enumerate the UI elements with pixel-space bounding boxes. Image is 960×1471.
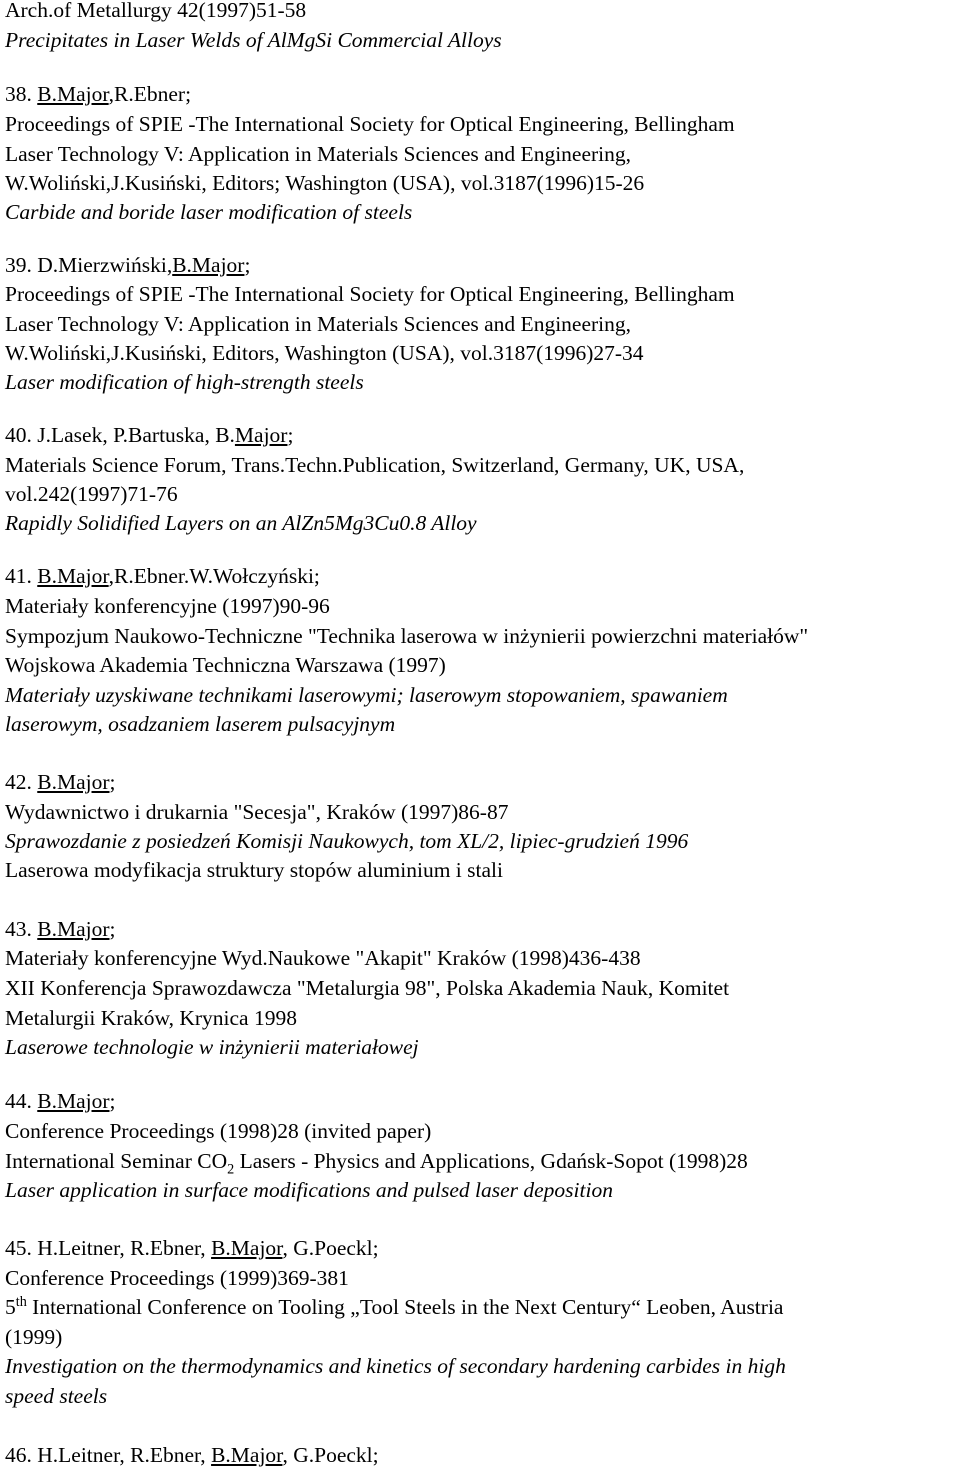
- author-highlight: B.Major: [172, 253, 245, 277]
- entry-41-title: laserowym, osadzaniem laserem pulsacyjnym: [5, 712, 396, 736]
- entry-42-title: Laserowa modyfikacja struktury stopów aluminium i stali: [5, 858, 503, 882]
- entry-38-source-line: Laser Technology V: Application in Materials Sciences and Engineering,: [5, 142, 632, 166]
- entry-46-authors: 46. H.Leitner, R.Ebner, B.Major, G.Poeckl;: [5, 1443, 379, 1467]
- entry-39-title: Laser modification of high-strength steels: [5, 370, 364, 394]
- entry-45-authors: 45. H.Leitner, R.Ebner, B.Major, G.Poeckl;: [5, 1236, 379, 1260]
- entry-39-source-line: Laser Technology V: Application in Materials Sciences and Engineering,: [5, 312, 632, 336]
- entry-40-authors: 40. J.Lasek, P.Bartuska, B.Major;: [5, 423, 294, 447]
- entry-43-source-line: XII Konferencja Sprawozdawcza "Metalurgia 98", Polska Akademia Nauk, Komitet: [5, 976, 730, 1000]
- entry-44-source-line: International Seminar $CO_2$ Lasers - Physics and Applications, Gdańsk-Sopot (1998)28: [5, 1149, 748, 1178]
- author-highlight: B.Major: [211, 1443, 283, 1467]
- author-highlight: B.Major: [211, 1236, 283, 1260]
- author-highlight: Major: [234, 423, 288, 447]
- entry-41-source-line: Wojskowa Akademia Techniczna Warszawa (1997): [5, 653, 446, 677]
- entry-43-authors: 43. B.Major;: [5, 917, 116, 941]
- entry-42-source-line: Sprawozdanie z posiedzeń Komisji Naukowych, tom XL/2, lipiec-grudzień 1996: [5, 829, 689, 853]
- entry-39-source-line: W.Woliński,J.Kusiński, Editors, Washington (USA), vol.3187(1996)27-34: [5, 341, 644, 365]
- entry-44-source-line: Conference Proceedings (1998)28 (invited paper): [5, 1119, 432, 1143]
- entry-42-source-line: Wydawnictwo i drukarnia "Secesja", Kraków (1997)86-87: [5, 800, 509, 824]
- entry-38-title: Carbide and boride laser modification of steels: [5, 200, 413, 224]
- entry-43-source-line: Metalurgii Kraków, Krynica 1998: [5, 1006, 297, 1030]
- author-highlight: B.Major: [37, 1089, 110, 1113]
- entry-41-title: Materiały uzyskiwane technikami laserowymi; laserowym stopowaniem, spawaniem: [5, 683, 728, 707]
- entry-41-source-line: Sympozjum Naukowo-Techniczne "Technika laserowa w inżynierii powierzchni materiałów": [5, 624, 809, 648]
- entry-45-title: speed steels: [5, 1384, 108, 1408]
- paper-title: Precipitates in Laser Welds of AlMgSi Commercial Alloys: [5, 28, 502, 52]
- author-highlight: B.Major: [37, 770, 110, 794]
- entry-42-authors: 42. B.Major;: [5, 770, 116, 794]
- entry-45-title: Investigation on the thermodynamics and kinetics of secondary hardening carbides in high: [5, 1354, 786, 1378]
- entry-43-title: Laserowe technologie w inżynierii materiałowej: [5, 1035, 419, 1059]
- entry-39-source-line: Proceedings of SPIE -The International Society for Optical Engineering, Bellingham: [5, 282, 735, 306]
- author-highlight: B.Major: [37, 917, 110, 941]
- entry-41-authors: 41. B.Major,R.Ebner.W.Wołczyński;: [5, 564, 320, 588]
- entry-38-source-line: Proceedings of SPIE -The International Society for Optical Engineering, Bellingham: [5, 112, 735, 136]
- journal-reference: Arch.of Metallurgy 42(1997)51-58: [5, 0, 307, 22]
- entry-45-source-line: (1999): [5, 1325, 63, 1349]
- author-highlight: B.Major: [37, 82, 109, 106]
- entry-40-source-line: Materials Science Forum, Trans.Techn.Publication, Switzerland, Germany, UK, USA,: [5, 453, 745, 477]
- entry-45-source-line: 5th International Conference on Tooling „Tool Steels in the Next Century“ Leoben, Austria: [5, 1293, 784, 1319]
- entry-40-title: Rapidly Solidified Layers on an AlZn5Mg3Cu0.8 Alloy: [5, 511, 477, 535]
- entry-38-source-line: W.Woliński,J.Kusiński, Editors; Washington (USA), vol.3187(1996)15-26: [5, 171, 645, 195]
- entry-39-authors: 39. D.Mierzwiński,B.Major;: [5, 253, 251, 277]
- entry-44-title: Laser application in surface modifications and pulsed laser deposition: [5, 1178, 613, 1202]
- entry-40-source-line: vol.242(1997)71-76: [5, 482, 178, 506]
- entry-43-source-line: Materiały konferencyjne Wyd.Naukowe "Akapit" Kraków (1998)436-438: [5, 946, 641, 970]
- entry-41-source-line: Materiały konferencyjne (1997)90-96: [5, 594, 330, 618]
- author-highlight: B.Major: [37, 564, 109, 588]
- entry-45-source-line: Conference Proceedings (1999)369-381: [5, 1266, 349, 1290]
- entry-38-authors: 38. B.Major,R.Ebner;: [5, 82, 192, 106]
- entry-44-authors: 44. B.Major;: [5, 1089, 116, 1113]
